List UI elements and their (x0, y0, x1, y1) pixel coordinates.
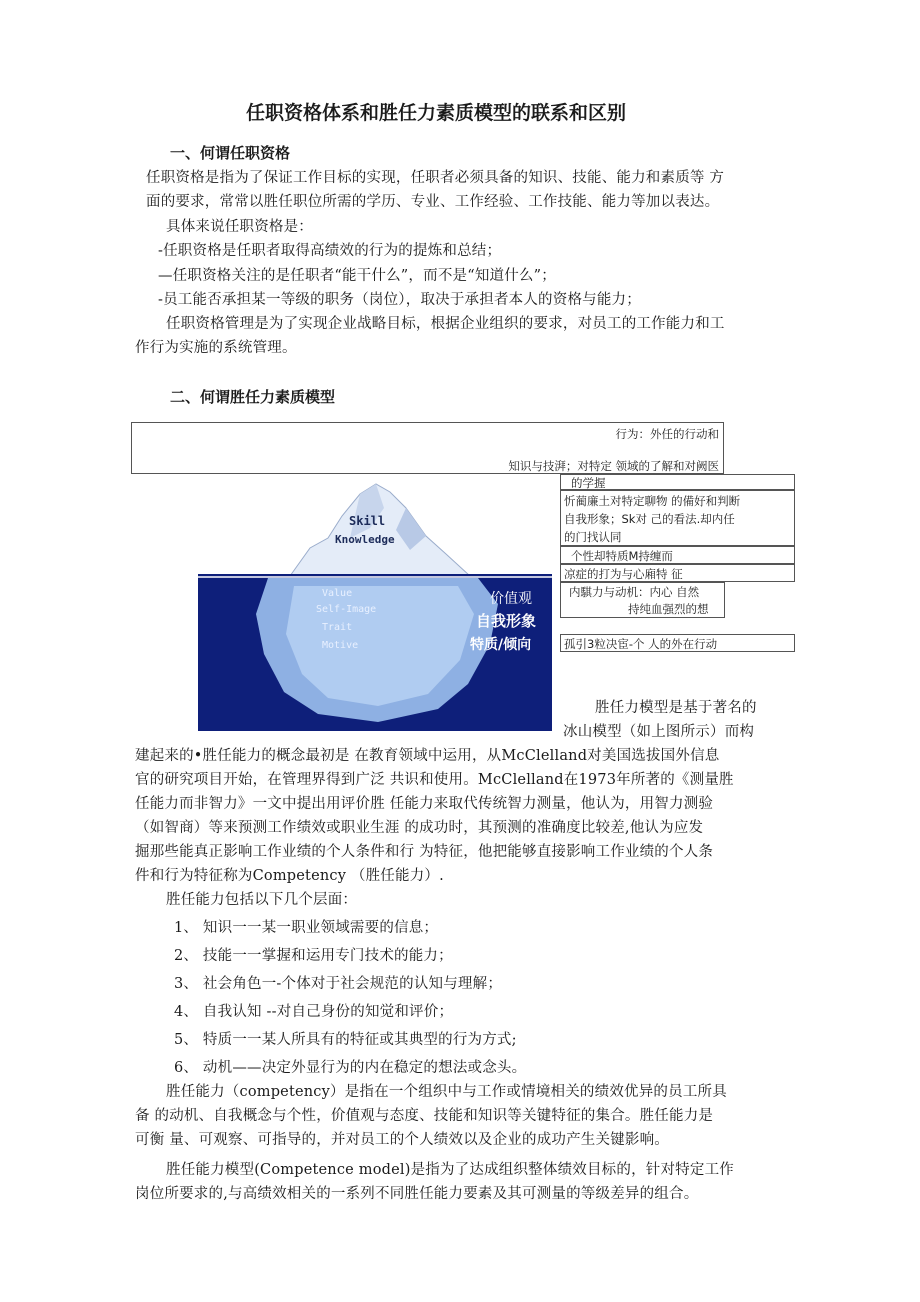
figure-label: 凉症的打为与心廂特 征 (564, 567, 683, 581)
figure-row (560, 564, 795, 582)
figure-label: 知识与技湃；对特定 领域的了解和对阙医 (508, 459, 719, 473)
iceberg-skill-label: Skill (349, 514, 386, 528)
paragraph-line: （如智商）等来预测工作绩效或职业生涯 的成功时，其预测的准确度比较差,他认为应发 (135, 820, 704, 836)
list-item: 6、 动机——决定外显行为的内在稳定的想法或念头。 (174, 1060, 527, 1076)
bullet-item: -任职资格是任职者取得高绩效的行为的提炼和总结； (158, 243, 502, 259)
figure-label: 的学握 (571, 476, 606, 490)
paragraph-line: 可衡 量、可观察、可指导的，并对员工的个人绩效以及企业的成功产生关键影响。 (135, 1132, 670, 1148)
paragraph-line: 官的研究项目开始，在管理界得到广泛 共识和使用。McClelland在1973年所著的《测量胜 (135, 772, 734, 788)
paragraph-line: 胜任能力模型(Competence model)是指为了达成组织整体绩效目标的，针对特定工作 (166, 1162, 734, 1178)
list-item: 4、 自我认知 --对自己身份的知觉和评价； (174, 1004, 454, 1020)
paragraph-line: 岗位所要求的,与高绩效相关的一系列不同胜任能力要素及其可测量的等级差异的组合。 (135, 1186, 699, 1202)
iceberg-self-image-label: Self-Image (316, 604, 377, 615)
paragraph-line: 建起来的•胜任能力的概念最初是 在教育领域中运用，从McClelland对美国选拔国外信息 (135, 748, 720, 764)
bullet-item: -员工能否承担某一等级的职务（岗位），取决于承担者本人的资格与能力； (158, 292, 641, 308)
figure-label: 个性却特质M持缠而 (571, 549, 673, 563)
iceberg-cn-self-image-label: 自我形象 (476, 612, 537, 630)
figure-top-box (131, 422, 724, 474)
figure-label: 自我形象；Sk对 己的看法.却内任 (564, 512, 735, 526)
list-item: 5、 特质一一某人所具有的特征或其典型的行为方式; (174, 1032, 517, 1048)
paragraph-line: 具体来说任职资格是： (166, 219, 313, 235)
paragraph-line: 冰山模型（如上图所示）而构 (563, 724, 755, 740)
iceberg-cn-trait-label: 特质/倾向 (470, 637, 532, 653)
section-heading-competency: 二、何谓胜任力素质模型 (170, 388, 336, 406)
paragraph-line: 任能力而非智力》一文中提出用评价胜 任能力来取代传统智力测量，他认为，用智力测验 (135, 796, 714, 812)
figure-row (560, 490, 795, 546)
figure-label: 孤引3粒决宦-个 人的外在行动 (564, 637, 718, 651)
figure-label: 的门找认同 (564, 530, 622, 544)
figure-label: 持纯血强烈的想 (628, 602, 709, 616)
paragraph-line: 掘那些能真正影响工作业绩的个人条件和行 为特征，他把能够直接影响工作业绩的个人条 (135, 844, 714, 860)
paragraph-line: 任职资格管理是为了实现企业战略目标，根据企业组织的要求，对员工的工作能力和工 (166, 316, 725, 332)
iceberg-motive-label: Motive (322, 640, 359, 651)
paragraph-line: 任职资格是指为了保证工作目标的实现，任职者必须具备的知识、技能、能力和素质等 方 (146, 170, 725, 186)
figure-label: 内騏力与动机：内心 自然 (569, 585, 700, 599)
iceberg-knowledge-label: Knowledge (335, 533, 395, 546)
paragraph-line: 胜任能力包括以下几个层面： (166, 892, 358, 908)
iceberg-underwater-image (198, 574, 552, 731)
list-item: 3、 社会角色一-个体对于社会规范的认知与理解； (174, 976, 503, 992)
list-item: 1、 知识一一某一职业领域需要的信息； (174, 920, 439, 936)
list-item: 2、 技能一一掌握和运用专门技术的能力； (174, 948, 453, 964)
iceberg-tip-image (280, 478, 480, 578)
figure-bottom-box (560, 634, 795, 652)
paragraph-line: 面的要求，常常以胜任职位所需的学历、专业、工作经验、工作技能、能力等加以表达。 (146, 194, 720, 210)
figure-label: 行为：外任的行动和 (615, 427, 719, 441)
figure-row (560, 546, 795, 564)
figure-label: 忻蔺廉土对特定聊物 的備好和判断 (564, 494, 741, 508)
section-heading-qualification: 一、何谓任职资格 (170, 144, 291, 162)
page-title: 任职资格体系和胜任力素质模型的联系和区别 (246, 102, 627, 124)
figure-row (560, 582, 725, 618)
figure-row (560, 474, 795, 490)
bullet-item: —任职资格关注的是任职者“能干什么”，而不是“知道什么”； (158, 268, 556, 284)
paragraph-line: 备 的动机、自我概念与个性，价值观与态度、技能和知识等关键特征的集合。胜任能力是 (135, 1108, 714, 1124)
paragraph-line: 胜任力模型是基于著名的 (595, 700, 757, 716)
paragraph-line: 胜任能力（competency）是指在一个组织中与工作或情境相关的绩效优异的员工所具 (166, 1084, 727, 1100)
iceberg-trait-label: Trait (322, 622, 353, 633)
iceberg-cn-value-label: 价值观 (490, 591, 532, 607)
paragraph-line: 作行为实施的系统管理。 (135, 340, 297, 356)
paragraph-line: 件和行为特征称为Competency （胜任能力）. (135, 868, 444, 884)
iceberg-value-label: Value (322, 588, 353, 599)
